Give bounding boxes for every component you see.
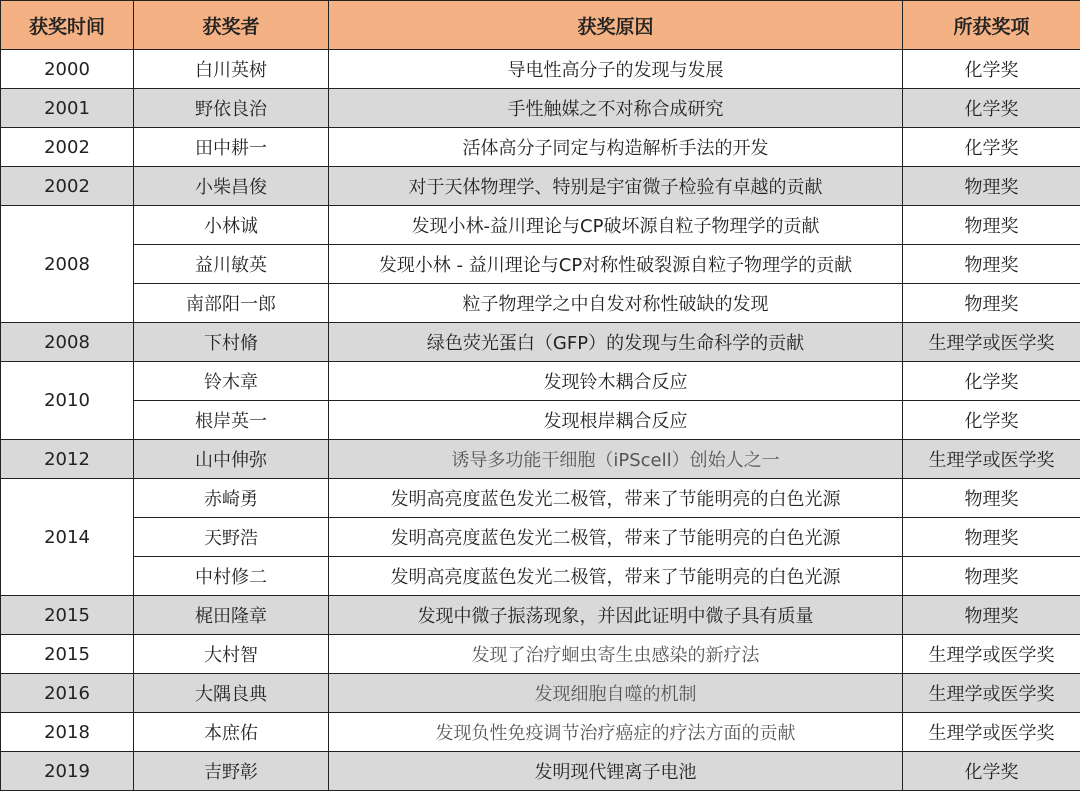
cell-prize: 化学奖 <box>903 50 1080 89</box>
cell-reason: 粒子物理学之中自发对称性破缺的发现 <box>329 284 903 323</box>
header-prize: 所获奖项 <box>903 1 1080 50</box>
cell-winner: 赤崎勇 <box>134 479 329 518</box>
cell-year: 2002 <box>1 167 134 206</box>
cell-prize: 物理奖 <box>903 284 1080 323</box>
cell-reason: 活体高分子同定与构造解析手法的开发 <box>329 128 903 167</box>
table-row <box>1 167 1080 206</box>
table-row <box>1 284 1080 323</box>
cell-prize: 化学奖 <box>903 89 1080 128</box>
cell-year: 2016 <box>1 674 134 713</box>
cell-reason: 发现中微子振荡现象，并因此证明中微子具有质量 <box>329 596 903 635</box>
table-row <box>1 440 1080 479</box>
cell-year: 2000 <box>1 50 134 89</box>
cell-prize: 生理学或医学奖 <box>903 440 1080 479</box>
cell-prize: 化学奖 <box>903 128 1080 167</box>
cell-winner: 大隅良典 <box>134 674 329 713</box>
cell-year: 2015 <box>1 635 134 674</box>
cell-prize: 物理奖 <box>903 167 1080 206</box>
cell-prize: 物理奖 <box>903 557 1080 596</box>
cell-reason: 发明现代锂离子电池 <box>329 752 903 791</box>
table-row <box>1 557 1080 596</box>
cell-year: 2014 <box>1 479 134 596</box>
cell-winner: 小林诚 <box>134 206 329 245</box>
cell-winner: 南部阳一郎 <box>134 284 329 323</box>
cell-reason: 导电性高分子的发现与发展 <box>329 50 903 89</box>
cell-reason: 诱导多功能干细胞（iPScell）创始人之一 <box>329 440 903 479</box>
table-row <box>1 635 1080 674</box>
cell-winner: 田中耕一 <box>134 128 329 167</box>
cell-year: 2001 <box>1 89 134 128</box>
cell-reason: 绿色荧光蛋白（GFP）的发现与生命科学的贡献 <box>329 323 903 362</box>
cell-winner: 吉野彰 <box>134 752 329 791</box>
table-row <box>1 128 1080 167</box>
cell-reason: 发现小林-益川理论与CP破坏源自粒子物理学的贡献 <box>329 206 903 245</box>
cell-winner: 铃木章 <box>134 362 329 401</box>
cell-prize: 生理学或医学奖 <box>903 674 1080 713</box>
table-row <box>1 518 1080 557</box>
cell-reason: 发现负性免疫调节治疗癌症的疗法方面的贡献 <box>329 713 903 752</box>
cell-winner: 天野浩 <box>134 518 329 557</box>
cell-year: 2019 <box>1 752 134 791</box>
cell-reason: 发现铃木耦合反应 <box>329 362 903 401</box>
table-row <box>1 323 1080 362</box>
cell-reason: 发现小林 - 益川理论与CP对称性破裂源自粒子物理学的贡献 <box>329 245 903 284</box>
table-row <box>1 479 1080 518</box>
cell-prize: 物理奖 <box>903 206 1080 245</box>
cell-prize: 化学奖 <box>903 401 1080 440</box>
cell-reason: 对于天体物理学、特别是宇宙微子检验有卓越的贡献 <box>329 167 903 206</box>
cell-winner: 根岸英一 <box>134 401 329 440</box>
table-row <box>1 362 1080 401</box>
table-row <box>1 50 1080 89</box>
cell-reason: 发现了治疗蛔虫寄生虫感染的新疗法 <box>329 635 903 674</box>
table-row <box>1 713 1080 752</box>
cell-year: 2012 <box>1 440 134 479</box>
cell-winner: 益川敏英 <box>134 245 329 284</box>
cell-reason: 手性触媒之不对称合成研究 <box>329 89 903 128</box>
cell-winner: 中村修二 <box>134 557 329 596</box>
cell-winner: 白川英树 <box>134 50 329 89</box>
cell-prize: 生理学或医学奖 <box>903 323 1080 362</box>
cell-year: 2008 <box>1 206 134 323</box>
table-row <box>1 206 1080 245</box>
cell-reason: 发明高亮度蓝色发光二极管，带来了节能明亮的白色光源 <box>329 518 903 557</box>
cell-prize: 物理奖 <box>903 596 1080 635</box>
cell-reason: 发明高亮度蓝色发光二极管，带来了节能明亮的白色光源 <box>329 479 903 518</box>
cell-year: 2018 <box>1 713 134 752</box>
cell-prize: 物理奖 <box>903 518 1080 557</box>
cell-winner: 本庶佑 <box>134 713 329 752</box>
cell-winner: 野依良治 <box>134 89 329 128</box>
header-year: 获奖时间 <box>1 1 134 50</box>
cell-winner: 山中伸弥 <box>134 440 329 479</box>
cell-reason: 发现根岸耦合反应 <box>329 401 903 440</box>
cell-winner: 下村脩 <box>134 323 329 362</box>
cell-prize: 化学奖 <box>903 362 1080 401</box>
cell-winner: 梶田隆章 <box>134 596 329 635</box>
cell-prize: 物理奖 <box>903 479 1080 518</box>
cell-prize: 物理奖 <box>903 245 1080 284</box>
header-row <box>1 1 1080 50</box>
table-row <box>1 401 1080 440</box>
cell-prize: 生理学或医学奖 <box>903 713 1080 752</box>
table-row <box>1 596 1080 635</box>
table-row <box>1 245 1080 284</box>
cell-prize: 生理学或医学奖 <box>903 635 1080 674</box>
header-reason: 获奖原因 <box>329 1 903 50</box>
cell-year: 2002 <box>1 128 134 167</box>
table-row <box>1 752 1080 791</box>
table-body <box>1 50 1080 791</box>
cell-year: 2008 <box>1 323 134 362</box>
cell-reason: 发明高亮度蓝色发光二极管，带来了节能明亮的白色光源 <box>329 557 903 596</box>
cell-year: 2010 <box>1 362 134 440</box>
cell-winner: 小柴昌俊 <box>134 167 329 206</box>
header-winner: 获奖者 <box>134 1 329 50</box>
cell-year: 2015 <box>1 596 134 635</box>
cell-prize: 化学奖 <box>903 752 1080 791</box>
table-row <box>1 89 1080 128</box>
table-row <box>1 674 1080 713</box>
cell-winner: 大村智 <box>134 635 329 674</box>
cell-reason: 发现细胞自噬的机制 <box>329 674 903 713</box>
